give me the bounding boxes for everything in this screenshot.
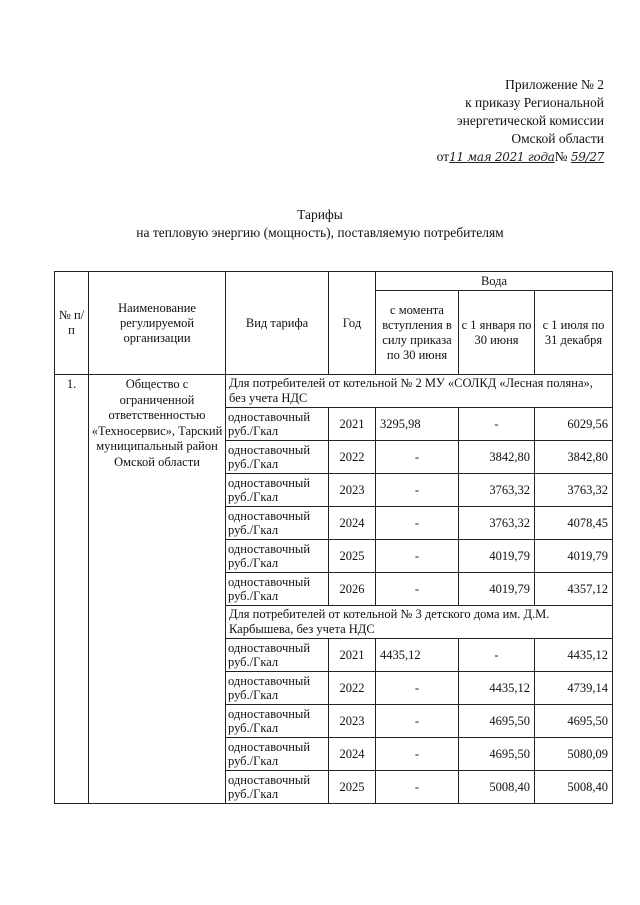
header-col-2: с 1 января по 30 июня [459,291,535,375]
tariff-year: 2022 [329,672,376,705]
tariff-value-2: 4019,79 [459,573,535,606]
tariff-value-3: 4695,50 [535,705,613,738]
tariff-type: одноставочный руб./Гкал [226,639,329,672]
tariff-type: одноставочный руб./Гкал [226,474,329,507]
header-type: Вид тарифа [226,272,329,375]
tariff-year: 2022 [329,441,376,474]
tariff-value-1: - [376,672,459,705]
tariff-value-1: - [376,540,459,573]
tariff-year: 2021 [329,408,376,441]
tariff-year: 2023 [329,474,376,507]
tariff-value-1: 4435,12 [376,639,459,672]
header-col-3: с 1 июля по 31 декабря [535,291,613,375]
tariff-type: одноставочный руб./Гкал [226,540,329,573]
title-line-2: на тепловую энергию (мощность), поставляемую потребителям [136,225,504,240]
header-row-top [55,272,613,291]
handwritten-date: 11 мая 2021 года [449,150,555,164]
tariff-type: одноставочный руб./Гкал [226,573,329,606]
tariff-value-1: - [376,738,459,771]
tariff-value-1: - [376,705,459,738]
tariff-value-2: 3763,32 [459,474,535,507]
tariff-year: 2025 [329,540,376,573]
tariff-type: одноставочный руб./Гкал [226,408,329,441]
order-date-number [384,148,604,166]
tariff-value-3: 5008,40 [535,771,613,804]
tariff-value-3: 3763,32 [535,474,613,507]
tariff-type: одноставочный руб./Гкал [226,771,329,804]
appendix-line-1: Приложение № 2 [505,77,604,92]
tariff-year: 2024 [329,738,376,771]
handwritten-number: 59/27 [570,150,604,164]
tariff-value-2: 4019,79 [459,540,535,573]
tariff-value-2: 4695,50 [459,705,535,738]
row-number: 1. [55,375,89,804]
header-org: Наименование регулируемой организации [89,272,226,375]
header-num: № п/п [55,272,89,375]
tariff-value-3: 4019,79 [535,540,613,573]
document-title [0,206,640,242]
tariff-year: 2021 [329,639,376,672]
tariff-value-3: 3842,80 [535,441,613,474]
number-label: № [554,149,568,164]
tariff-value-3: 4739,14 [535,672,613,705]
tariff-value-2: 4695,50 [459,738,535,771]
appendix-line-4: Омской области [511,131,604,146]
tariff-value-1: - [376,474,459,507]
header-col-1: с момента вступления в силу приказа по 30 июня [376,291,459,375]
tariff-year: 2024 [329,507,376,540]
tariff-type: одноставочный руб./Гкал [226,738,329,771]
tariff-type: одноставочный руб./Гкал [226,705,329,738]
tariff-type: одноставочный руб./Гкал [226,672,329,705]
tariff-value-2: 5008,40 [459,771,535,804]
tariff-type: одноставочный руб./Гкал [226,441,329,474]
tariff-value-3: 4078,45 [535,507,613,540]
tariff-value-3: 4435,12 [535,639,613,672]
tariff-value-3: 6029,56 [535,408,613,441]
appendix-block [384,76,604,166]
tariff-value-2: - [459,639,535,672]
tariff-value-1: - [376,441,459,474]
header-year: Год [329,272,376,375]
tariff-value-2: 4435,12 [459,672,535,705]
tariff-year: 2025 [329,771,376,804]
header-water: Вода [376,272,613,291]
group-1-label: Для потребителей от котельной № 2 МУ «СОЛКД «Лесная поляна», без учета НДС [226,375,613,408]
organization-name: Общество с ограниченной ответственностью «Техносервис», Тарский муниципальный район Омской области [89,375,226,804]
tariff-value-1: - [376,573,459,606]
tariff-value-2: 3763,32 [459,507,535,540]
tariff-year: 2026 [329,573,376,606]
tariff-value-1: 3295,98 [376,408,459,441]
tariff-table [54,271,613,804]
tariff-type: одноставочный руб./Гкал [226,507,329,540]
tariff-value-3: 5080,09 [535,738,613,771]
tariff-value-1: - [376,507,459,540]
tariff-value-2: 3842,80 [459,441,535,474]
from-label: от [436,149,450,164]
tariff-value-1: - [376,771,459,804]
group-2-label: Для потребителей от котельной № 3 детского дома им. Д.М. Карбышева, без учета НДС [226,606,613,639]
appendix-line-3: энергетической комиссии [456,113,604,128]
group-row-1 [55,375,613,408]
tariff-value-2: - [459,408,535,441]
tariff-year: 2023 [329,705,376,738]
tariff-value-3: 4357,12 [535,573,613,606]
title-line-1: Тарифы [297,207,343,222]
appendix-line-2: к приказу Региональной [465,95,604,110]
